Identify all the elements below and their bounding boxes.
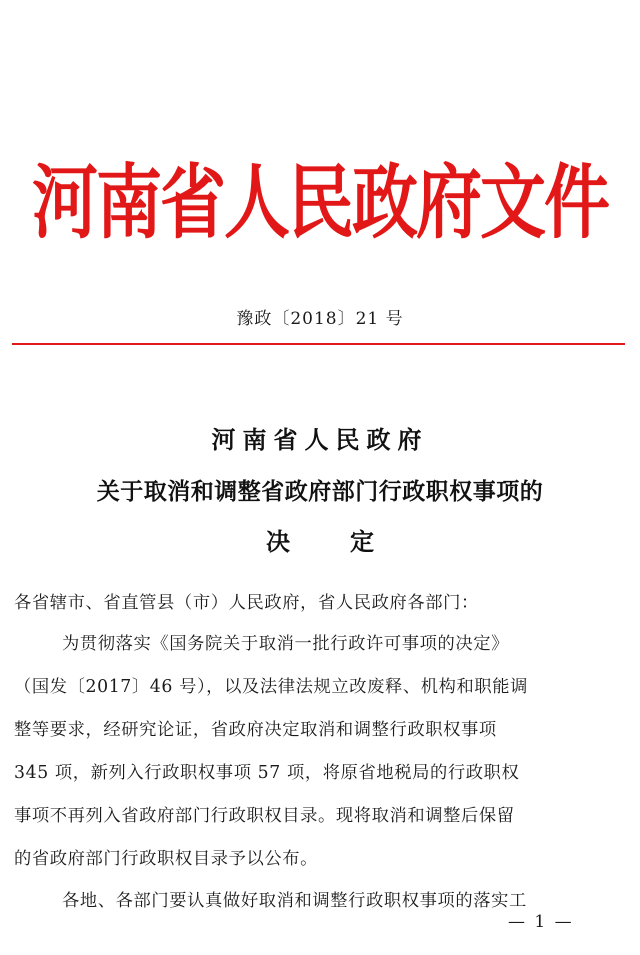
paragraph-1-line-1: 为贯彻落实《国务院关于取消一批行政许可事项的决定》 xyxy=(62,634,510,654)
paragraph-1-line-4: 345 项，新列入行政职权事项 57 项，将原省地税局的行政职权 xyxy=(14,763,520,783)
title-line-3: 决定 xyxy=(266,527,434,556)
paragraph-1-line-6: 的省政府部门行政职权目录予以公布。 xyxy=(14,849,318,869)
paragraph-1-line-5: 事项不再列入省政府部门行政职权目录。现将取消和调整后保留 xyxy=(14,806,515,826)
document-number: 豫政〔2018〕21 号 xyxy=(236,309,404,329)
page-number: — 1 — xyxy=(508,912,574,932)
title-line-2: 关于取消和调整省政府部门行政职权事项的 xyxy=(96,478,544,505)
paragraph-1-line-2: （国发〔2017〕46 号），以及法律法规立改废释、机构和职能调 xyxy=(14,677,529,697)
document-masthead: 河南省人民政府文件 xyxy=(32,155,608,250)
title-line-1: 河南省人民政府 xyxy=(211,425,429,454)
salutation: 各省辖市、省直管县（市）人民政府，省人民政府各部门： xyxy=(14,593,479,613)
red-divider-line xyxy=(12,343,625,345)
paragraph-2-line-1: 各地、各部门要认真做好取消和调整行政职权事项的落实工 xyxy=(62,891,527,911)
paragraph-1-line-3: 整等要求，经研究论证，省政府决定取消和调整行政职权事项 xyxy=(14,720,497,740)
